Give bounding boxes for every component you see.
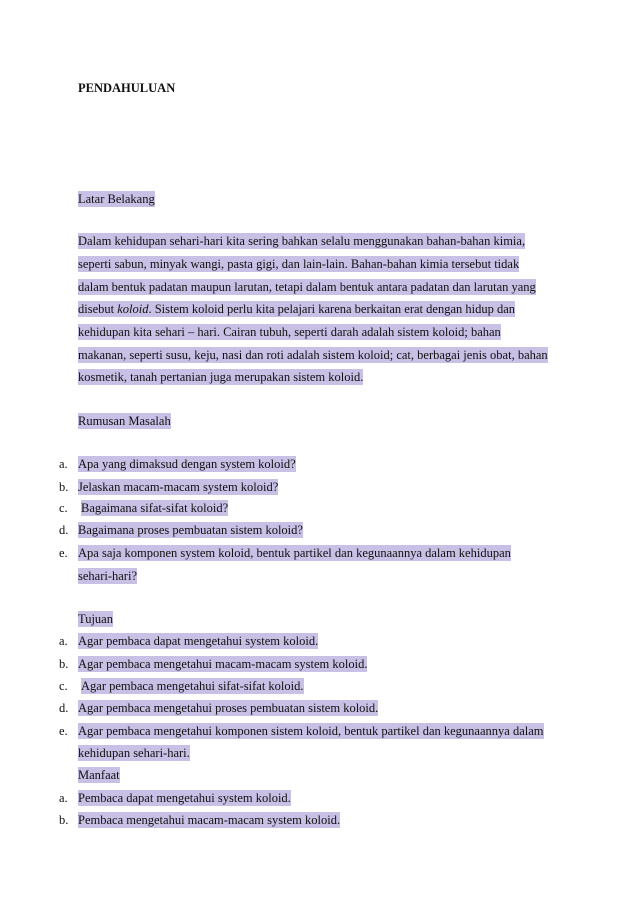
list-marker: e.: [59, 724, 68, 738]
latar-line-text: seperti sabun, minyak wangi, pasta gigi, dan lain-lain. Bahan-bahan kimia tersebut tidak: [78, 257, 520, 271]
rumusan-heading: [78, 413, 171, 429]
manfaat-heading: [78, 767, 120, 783]
list-item-text: Agar pembaca mengetahui proses pembuatan sistem koloid.: [78, 701, 379, 715]
list-item-text: Apa saja komponen system koloid, bentuk partikel dan kegunaannya dalam kehidupan: [78, 546, 511, 560]
latar-line-7: [78, 369, 363, 385]
list-item: [78, 479, 278, 495]
list-item-text: Agar pembaca dapat mengetahui system koloid.: [78, 634, 319, 648]
list-marker: d.: [59, 701, 69, 715]
tujuan-heading: [78, 611, 113, 627]
list-marker: b.: [59, 813, 69, 827]
latar-line-2: [78, 256, 519, 272]
list-item-text: sehari-hari?: [78, 569, 137, 583]
list-item-continuation: [78, 745, 190, 761]
list-item: [78, 700, 378, 716]
list-item: [78, 633, 318, 649]
tujuan-heading-text: Tujuan: [78, 612, 113, 626]
rumusan-heading-text: Rumusan Masalah: [78, 414, 171, 428]
list-marker: a.: [59, 634, 68, 648]
latar-heading-text: Latar Belakang: [78, 192, 155, 206]
list-item: [78, 456, 296, 472]
latar-line-text: . Sistem koloid perlu kita pelajari karena berkaitan erat dengan hidup dan: [148, 302, 516, 316]
list-item-continuation: [78, 568, 137, 584]
list-marker: a.: [59, 457, 68, 471]
latar-line-text: kosmetik, tanah pertanian juga merupakan sistem koloid.: [78, 370, 364, 384]
latar-line-text: makanan, seperti susu, keju, nasi dan roti adalah sistem koloid; cat, berbagai jenis obat, bahan: [78, 348, 548, 362]
latar-line-text: kehidupan kita sehari – hari. Cairan tubuh, seperti darah adalah sistem koloid; bahan: [78, 325, 501, 339]
latar-line-6: [78, 347, 548, 363]
list-marker: d.: [59, 523, 69, 537]
latar-line-1: [78, 233, 525, 249]
manfaat-heading-text: Manfaat: [78, 768, 120, 782]
list-item: [81, 678, 304, 694]
latar-line-text: dalam bentuk padatan maupun larutan, tetapi dalam bentuk antara padatan dan larutan yang: [78, 280, 536, 294]
list-item-text: Bagaimana proses pembuatan sistem koloid?: [78, 523, 303, 537]
list-item: [78, 545, 511, 561]
list-item: [78, 790, 291, 806]
list-item-text: Apa yang dimaksud dengan system koloid?: [78, 457, 296, 471]
list-marker: a.: [59, 791, 68, 805]
list-item-text: Agar pembaca mengetahui komponen sistem koloid, bentuk partikel dan kegunaannya dalam: [78, 724, 544, 738]
list-marker: c.: [59, 501, 68, 515]
list-item: [81, 500, 228, 516]
list-item-text: Agar pembaca mengetahui macam-macam system koloid.: [78, 657, 368, 671]
latar-line-5: [78, 324, 501, 340]
list-item-text: Pembaca dapat mengetahui system koloid.: [78, 791, 291, 805]
koloid-term: koloid: [117, 302, 149, 316]
list-item-text: Agar pembaca mengetahui sifat-sifat koloid.: [81, 679, 304, 693]
page-title: PENDAHULUAN: [78, 81, 176, 95]
list-marker: b.: [59, 657, 69, 671]
list-marker: e.: [59, 546, 68, 560]
list-item: [78, 522, 303, 538]
latar-heading: [78, 191, 155, 207]
list-marker: b.: [59, 480, 69, 494]
list-item: [78, 723, 544, 739]
list-item: [78, 656, 367, 672]
latar-line-4: [78, 301, 515, 317]
list-item-text: Pembaca mengetahui macam-macam system koloid.: [78, 813, 341, 827]
list-item: [78, 812, 340, 828]
latar-line-text: disebut: [78, 302, 115, 316]
list-item-text: Bagaimana sifat-sifat koloid?: [81, 501, 229, 515]
list-item-text: Jelaskan macam-macam system koloid?: [78, 480, 279, 494]
latar-line-text: Dalam kehidupan sehari-hari kita sering bahkan selalu menggunakan bahan-bahan kimia,: [78, 234, 526, 248]
list-marker: c.: [59, 679, 68, 693]
latar-line-3: [78, 279, 536, 295]
list-item-text: kehidupan sehari-hari.: [78, 746, 190, 760]
